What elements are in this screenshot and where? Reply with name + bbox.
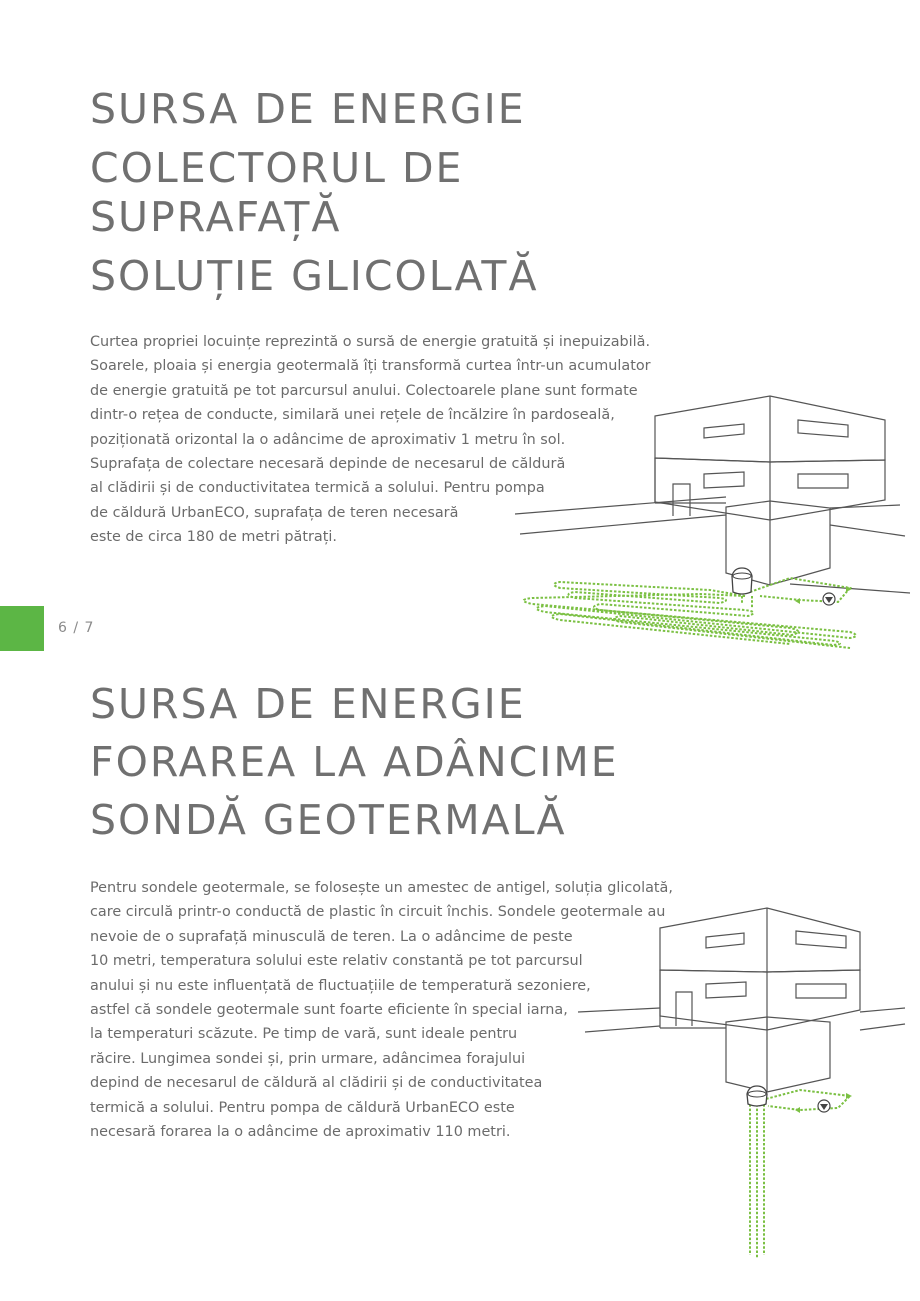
paragraph-line: termică a solului. Pentru pompa de căldură UrbanECO este bbox=[90, 1099, 515, 1116]
paragraph-line: la temperaturi scăzute. Pe timp de vară, sunt ideale pentru bbox=[90, 1026, 518, 1043]
paragraph-line: anului și nu este influențată de fluctuațiile de temperatură sezoniere, bbox=[90, 977, 591, 994]
house-geothermal-probe-illustration bbox=[560, 900, 910, 1265]
section2-title-line-3: SONDĂ GEOTERMALĂ bbox=[90, 796, 567, 844]
section2-title-line-2: FORAREA LA ADÂNCIME bbox=[90, 738, 619, 786]
paragraph-line: Curtea propriei locuințe reprezintă o sursă de energie gratuită și inepuizabilă. bbox=[90, 334, 651, 350]
paragraph-line: al clădirii și de conductivitatea termică a solului. Pentru pompa bbox=[90, 480, 545, 497]
paragraph-line: răcire. Lungimea sondei și, prin urmare, adâncimea forajului bbox=[90, 1050, 526, 1067]
paragraph-line: 10 metri, temperatura solului este relativ constantă pe tot parcursul bbox=[90, 953, 583, 970]
paragraph-line: Suprafața de colectare necesară depinde de necesarul de căldură bbox=[90, 456, 566, 473]
paragraph-line: depind de necesarul de căldură al clădirii și de conductivitatea bbox=[90, 1075, 543, 1092]
house-surface-collector-illustration bbox=[500, 390, 910, 650]
section1-title-line-3: SUPRAFAȚĂ bbox=[90, 193, 342, 241]
paragraph-line: nevoie de o suprafață minusculă de teren. La o adâncime de peste bbox=[90, 928, 573, 945]
paragraph-line: dintr-o rețea de conducte, similară unei rețele de încălzire în pardoseală, bbox=[90, 407, 615, 424]
paragraph-line: astfel că sondele geotermale sunt foarte eficiente în special iarna, bbox=[90, 1002, 568, 1019]
paragraph-line: Soarele, ploaia și energia geotermală îți transformă curtea într-un acumulator bbox=[90, 358, 651, 375]
paragraph-line: de energie gratuită pe tot parcursul anului. Colectoarele plane sunt formate bbox=[90, 382, 638, 399]
paragraph-line: Pentru sondele geotermale, se folosește un amestec de antigel, soluția glicolată, bbox=[90, 880, 673, 896]
page-number: 6 / 7 bbox=[58, 620, 95, 636]
paragraph-line: care circulă printr-o conductă de plastic în circuit închis. Sondele geotermale au bbox=[90, 904, 666, 921]
section2-title-line-1: SURSA DE ENERGIE bbox=[90, 680, 526, 728]
paragraph-line: de căldură UrbanECO, suprafața de teren necesară bbox=[90, 504, 459, 521]
section1-title-line-4: SOLUȚIE GLICOLATĂ bbox=[90, 252, 539, 300]
section1-title-line-2: COLECTORUL DE bbox=[90, 144, 464, 192]
section1-title-line-1: SURSA DE ENERGIE bbox=[90, 85, 526, 133]
paragraph-line: necesară forarea la o adâncime de aproximativ 110 metri. bbox=[90, 1124, 511, 1141]
page-indicator-tab bbox=[0, 606, 44, 651]
paragraph-line: poziționată orizontal la o adâncime de aproximativ 1 metru în sol. bbox=[90, 431, 566, 448]
paragraph-line: este de circa 180 de metri pătrați. bbox=[90, 529, 337, 546]
